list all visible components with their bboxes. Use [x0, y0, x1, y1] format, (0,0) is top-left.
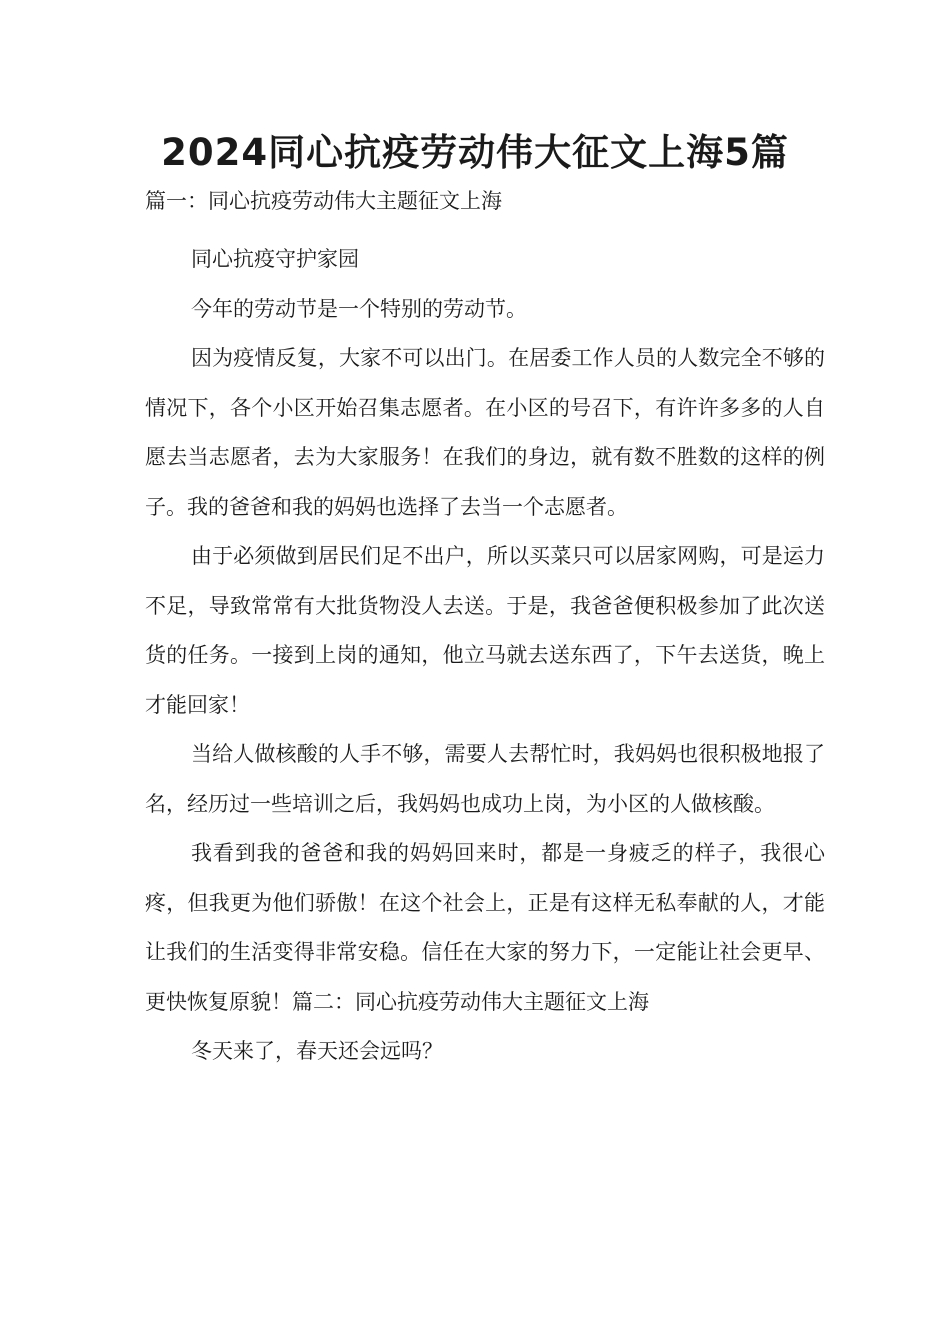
paragraph: 冬天来了，春天还会远吗？ [191, 1039, 443, 1063]
paragraph: 同心抗疫守护家园 [191, 247, 359, 271]
paragraph: 因为疫情反复，大家不可以出门。在居委工作人员的人数完全不够的情况下，各个小区开始召集志愿者。在小区的号召下，有许许多多的人自愿去当志愿者，去为大家服务！在我们的身边，就有数不胜数的这样的例子。我的爸爸和我的妈妈也选择了去当一个志愿者。 [145, 346, 825, 519]
section-heading: 篇一：同心抗疫劳动伟大主题征文上海 [145, 189, 502, 213]
document-title: 2024同心抗疫劳动伟大征文上海5篇 [161, 131, 789, 174]
paragraph: 由于必须做到居民们足不出户，所以买菜只可以居家网购，可是运力不足，导致常常有大批货物没人去送。于是，我爸爸便积极参加了此次送货的任务。一接到上岗的通知，他立马就去送东西了，下午去送货，晚上才能回家！ [145, 544, 825, 717]
paragraph: 我看到我的爸爸和我的妈妈回来时，都是一身疲乏的样子，我很心疼，但我更为他们骄傲！在这个社会上，正是有这样无私奉献的人，才能让我们的生活变得非常安稳。信任在大家的努力下，一定能让社会更早、更快恢复原貌！篇二：同心抗疫劳动伟大主题征文上海 [145, 841, 825, 1014]
paragraph: 当给人做核酸的人手不够，需要人去帮忙时，我妈妈也很积极地报了名，经历过一些培训之后，我妈妈也成功上岗，为小区的人做核酸。 [145, 742, 825, 816]
article-body [145, 235, 825, 1077]
paragraph: 今年的劳动节是一个特别的劳动节。 [191, 296, 527, 321]
